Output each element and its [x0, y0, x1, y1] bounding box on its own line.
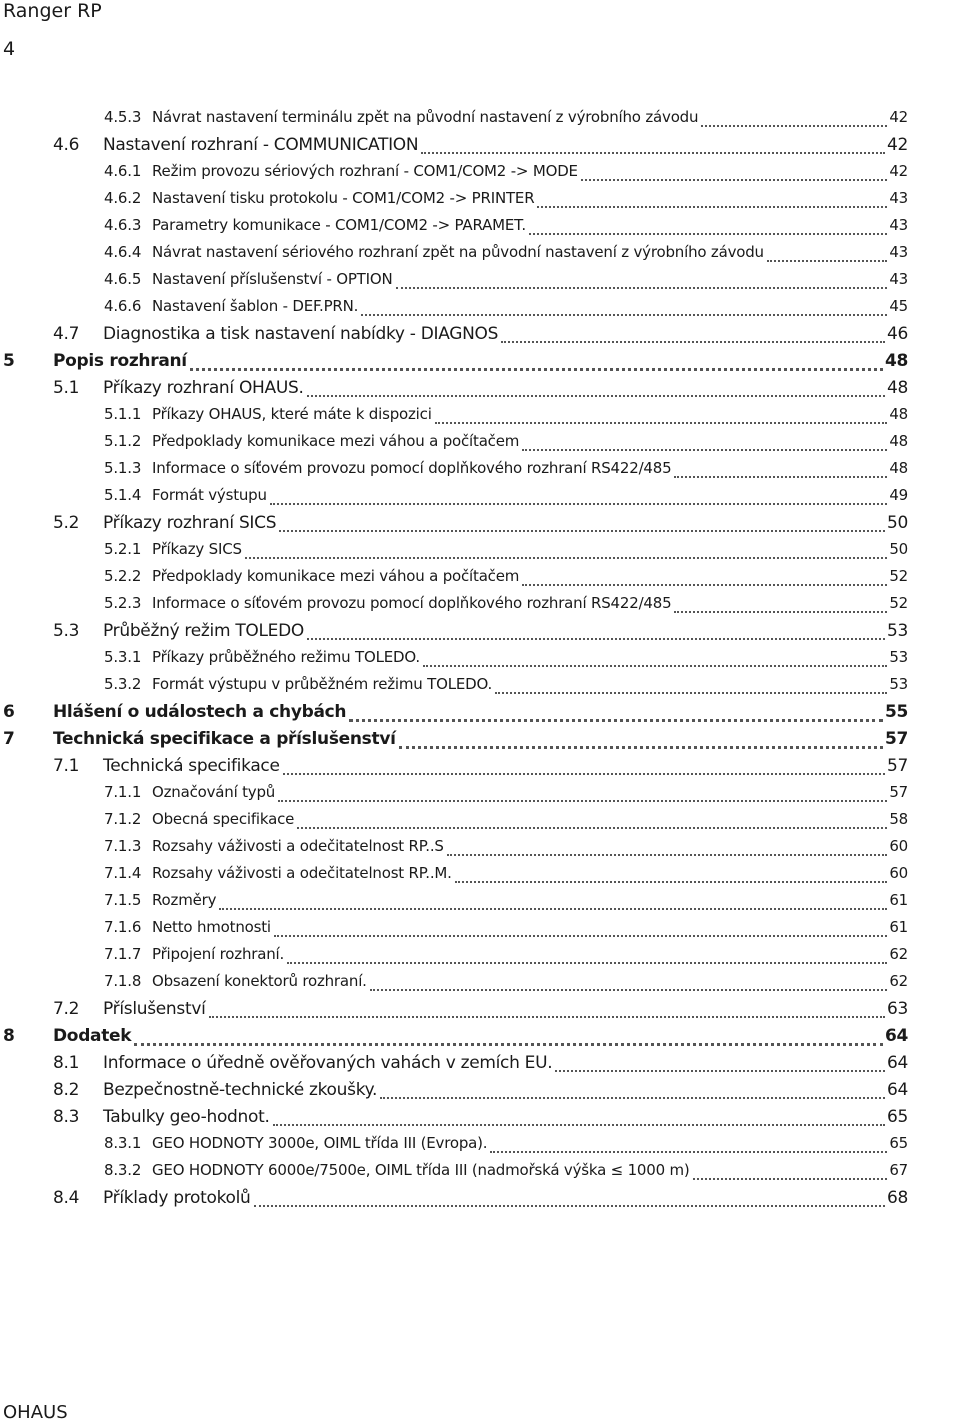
toc-entry-number: 7.1.8 — [104, 972, 142, 990]
toc-entry-title: Rozměry — [152, 891, 217, 909]
toc-dot-leader — [361, 313, 887, 316]
toc-entry[interactable] — [0, 567, 960, 594]
toc-entry-page: 62 — [889, 945, 908, 963]
toc-entry-page: 61 — [889, 891, 908, 909]
toc-dot-leader — [307, 394, 885, 397]
toc-entry[interactable] — [0, 486, 960, 513]
toc-entry-title: Hlášení o událostech a chybách — [53, 702, 347, 722]
toc-entry-number: 7.1.3 — [104, 837, 142, 855]
toc-entry-page: 61 — [889, 918, 908, 936]
toc-dot-leader — [447, 853, 888, 856]
toc-dot-leader — [529, 232, 887, 235]
toc-entry-number: 5.1.1 — [104, 405, 142, 423]
toc-entry[interactable] — [0, 810, 960, 837]
toc-entry[interactable] — [0, 162, 960, 189]
toc-dot-leader — [581, 178, 887, 181]
toc-entry-title: Parametry komunikace - COM1/COM2 -> PARAMET. — [152, 216, 526, 234]
running-title: Ranger RP — [3, 0, 102, 22]
toc-entry-page: 45 — [889, 297, 908, 315]
toc-entry-title: Režim provozu sériových rozhraní - COM1/COM2 -> MODE — [152, 162, 578, 180]
toc-dot-leader — [190, 367, 883, 371]
toc-entry-page: 48 — [886, 378, 908, 398]
toc-entry-page: 49 — [889, 486, 908, 504]
toc-entry[interactable] — [0, 729, 960, 756]
toc-dot-leader — [396, 286, 888, 289]
toc-dot-leader — [245, 556, 888, 559]
toc-entry-title: Popis rozhraní — [53, 351, 187, 371]
toc-entry-title: Informace o síťovém provozu pomocí doplňkového rozhraní RS422/485 — [152, 594, 672, 612]
toc-entry-page: 53 — [886, 621, 908, 641]
footer-brand: OHAUS — [3, 1402, 68, 1423]
toc-entry-number: 5 — [3, 351, 15, 371]
toc-entry[interactable] — [0, 297, 960, 324]
toc-entry[interactable] — [0, 837, 960, 864]
toc-entry-title: Příkazy OHAUS, které máte k dispozici — [152, 405, 432, 423]
toc-entry-title: Diagnostika a tisk nastavení nabídky - DIAGNOS — [103, 324, 499, 344]
toc-entry-title: Netto hmotnosti — [152, 918, 271, 936]
toc-entry-number: 5.2.2 — [104, 567, 142, 585]
toc-dot-leader — [435, 421, 888, 424]
toc-entry-page: 43 — [889, 189, 908, 207]
toc-dot-leader — [522, 583, 887, 586]
toc-entry-page: 48 — [889, 405, 908, 423]
toc-entry-title: Tabulky geo-hodnot. — [103, 1107, 270, 1127]
toc-entry-title: Příkazy průběžného režimu TOLEDO. — [152, 648, 420, 666]
toc-entry[interactable] — [0, 189, 960, 216]
toc-entry-page: 57 — [884, 729, 908, 749]
toc-entry-number: 5.2.3 — [104, 594, 142, 612]
toc-dot-leader — [767, 259, 887, 262]
toc-entry[interactable] — [0, 783, 960, 810]
toc-entry-number: 4.6.5 — [104, 270, 142, 288]
toc-dot-leader — [701, 124, 887, 127]
toc-entry-number: 4.5.3 — [104, 108, 142, 126]
toc-entry-number: 8.3.1 — [104, 1134, 142, 1152]
toc-entry-number: 5.3.1 — [104, 648, 142, 666]
toc-entry-title: Příslušenství — [103, 999, 206, 1019]
toc-dot-leader — [134, 1042, 883, 1046]
toc-entry-page: 62 — [889, 972, 908, 990]
toc-entry-number: 7.2 — [53, 999, 80, 1019]
toc-entry-title: Bezpečnostně-technické zkoušky. — [103, 1080, 378, 1100]
toc-entry-title: Obsazení konektorů rozhraní. — [152, 972, 367, 990]
toc-entry-number: 5.1 — [53, 378, 80, 398]
toc-entry-title: Informace o síťovém provozu pomocí doplňkového rozhraní RS422/485 — [152, 459, 672, 477]
toc-entry-page: 57 — [886, 756, 908, 776]
toc-entry[interactable] — [0, 1053, 960, 1080]
toc-entry-number: 7.1.5 — [104, 891, 142, 909]
toc-entry-number: 4.6.4 — [104, 243, 142, 261]
toc-dot-leader — [490, 1150, 887, 1153]
toc-entry[interactable] — [0, 351, 960, 378]
toc-entry-page: 67 — [889, 1161, 908, 1179]
toc-entry-page: 60 — [889, 864, 908, 882]
toc-entry-number: 5.3 — [53, 621, 80, 641]
toc-entry-page: 65 — [889, 1134, 908, 1152]
toc-entry-title: Označování typů — [152, 783, 276, 801]
toc-entry-title: Návrat nastavení sériového rozhraní zpět na původní nastavení z výrobního závodu — [152, 243, 764, 261]
toc-entry-page: 52 — [889, 594, 908, 612]
toc-entry-page: 64 — [886, 1053, 908, 1073]
toc-entry-number: 7.1.6 — [104, 918, 142, 936]
toc-dot-leader — [399, 745, 883, 749]
toc-entry[interactable] — [0, 972, 960, 999]
toc-entry-number: 8.1 — [53, 1053, 80, 1073]
toc-entry-title: Předpoklady komunikace mezi váhou a počítačem — [152, 432, 520, 450]
toc-entry-title: Formát výstupu — [152, 486, 267, 504]
toc-entry-title: GEO HODNOTY 6000e/7500e, OIML třída III (nadmořská výška ≤ 1000 m) — [152, 1161, 690, 1179]
toc-dot-leader — [287, 961, 887, 964]
toc-entry-title: Technická specifikace a příslušenství — [53, 729, 396, 749]
toc-dot-leader — [421, 151, 885, 154]
toc-dot-leader — [674, 475, 887, 478]
toc-entry[interactable] — [0, 243, 960, 270]
toc-dot-leader — [522, 448, 887, 451]
toc-entry-page: 48 — [889, 432, 908, 450]
toc-entry-page: 57 — [889, 783, 908, 801]
toc-entry-page: 42 — [886, 135, 908, 155]
toc-entry-page: 48 — [889, 459, 908, 477]
toc-dot-leader — [674, 610, 887, 613]
toc-entry[interactable] — [0, 621, 960, 648]
toc-entry-number: 4.6.6 — [104, 297, 142, 315]
toc-entry-page: 58 — [889, 810, 908, 828]
toc-dot-leader — [349, 718, 883, 722]
toc-dot-leader — [297, 826, 887, 829]
toc-entry[interactable] — [0, 918, 960, 945]
toc-entry-page: 68 — [886, 1188, 908, 1208]
toc-entry-title: Rozsahy váživosti a odečitatelnost RP..M. — [152, 864, 452, 882]
toc-entry-page: 63 — [886, 999, 908, 1019]
toc-entry[interactable] — [0, 594, 960, 621]
toc-dot-leader — [370, 988, 888, 991]
toc-entry[interactable] — [0, 1188, 960, 1215]
toc-entry-page: 42 — [889, 162, 908, 180]
toc-entry[interactable] — [0, 999, 960, 1026]
toc-entry[interactable] — [0, 1026, 960, 1053]
toc-entry-number: 7.1 — [53, 756, 80, 776]
toc-entry-number: 4.6.3 — [104, 216, 142, 234]
toc-entry-title: Formát výstupu v průběžném režimu TOLEDO. — [152, 675, 493, 693]
toc-entry-number: 4.6.1 — [104, 162, 142, 180]
toc-entry-number: 5.1.4 — [104, 486, 142, 504]
toc-entry-page: 60 — [889, 837, 908, 855]
page-number: 4 — [3, 38, 16, 60]
toc-entry-number: 4.6.2 — [104, 189, 142, 207]
toc-entry-number: 7.1.4 — [104, 864, 142, 882]
toc-dot-leader — [273, 1123, 885, 1126]
toc-entry[interactable] — [0, 648, 960, 675]
toc-entry-page: 53 — [889, 648, 908, 666]
toc-dot-leader — [495, 691, 887, 694]
toc-entry-page: 64 — [884, 1026, 908, 1046]
toc-entry-title: Technická specifikace — [103, 756, 280, 776]
toc-dot-leader — [423, 664, 887, 667]
toc-entry-page: 50 — [889, 540, 908, 558]
toc-entry-title: Návrat nastavení terminálu zpět na původní nastavení z výrobního závodu — [152, 108, 699, 126]
toc-entry-number: 7.1.2 — [104, 810, 142, 828]
toc-dot-leader — [279, 529, 885, 532]
toc-entry-page: 65 — [886, 1107, 908, 1127]
toc-entry[interactable] — [0, 864, 960, 891]
toc-entry-title: Nastavení šablon - DEF.PRN. — [152, 297, 359, 315]
toc-entry[interactable] — [0, 135, 960, 162]
toc-entry-page: 43 — [889, 270, 908, 288]
toc-entry-title: Nastavení tisku protokolu - COM1/COM2 -> PRINTER — [152, 189, 535, 207]
toc-dot-leader — [380, 1096, 885, 1099]
toc-dot-leader — [274, 934, 887, 937]
toc-dot-leader — [270, 502, 888, 505]
toc-entry[interactable] — [0, 432, 960, 459]
toc-entry-title: Připojení rozhraní. — [152, 945, 285, 963]
toc-dot-leader — [278, 799, 887, 802]
toc-entry[interactable] — [0, 405, 960, 432]
toc-entry[interactable] — [0, 1107, 960, 1134]
toc-entry-page: 43 — [889, 243, 908, 261]
toc-entry-title: Příklady protokolů — [103, 1188, 251, 1208]
toc-entry-title: Dodatek — [53, 1026, 132, 1046]
toc-entry-page: 46 — [886, 324, 908, 344]
toc-entry-page: 43 — [889, 216, 908, 234]
toc-entry-title: Předpoklady komunikace mezi váhou a počítačem — [152, 567, 520, 585]
toc-entry[interactable] — [0, 459, 960, 486]
toc-entry-title: GEO HODNOTY 3000e, OIML třída III (Evropa). — [152, 1134, 488, 1152]
toc-entry-title: Obecná specifikace — [152, 810, 295, 828]
toc-entry-number: 5.2.1 — [104, 540, 142, 558]
toc-entry-number: 8.4 — [53, 1188, 80, 1208]
toc-entry-number: 5.2 — [53, 513, 80, 533]
toc-entry-number: 5.3.2 — [104, 675, 142, 693]
toc-entry-page: 55 — [884, 702, 908, 722]
toc-entry-number: 8.3 — [53, 1107, 80, 1127]
toc-entry-page: 52 — [889, 567, 908, 585]
toc-entry-page: 50 — [886, 513, 908, 533]
toc-entry-page: 48 — [884, 351, 908, 371]
toc-entry-title: Průběžný režim TOLEDO — [103, 621, 304, 641]
toc-entry-title: Příkazy rozhraní OHAUS. — [103, 378, 304, 398]
toc-entry-number: 4.6 — [53, 135, 80, 155]
toc-entry-page: 64 — [886, 1080, 908, 1100]
toc-entry[interactable] — [0, 702, 960, 729]
toc-entry[interactable] — [0, 1080, 960, 1107]
toc-entry[interactable] — [0, 945, 960, 972]
toc-entry-page: 53 — [889, 675, 908, 693]
toc-entry-number: 7 — [3, 729, 15, 749]
toc-entry-title: Nastavení rozhraní - COMMUNICATION — [103, 135, 419, 155]
toc-entry-title: Informace o úředně ověřovaných vahách v zemích EU. — [103, 1053, 553, 1073]
toc-dot-leader — [254, 1204, 885, 1207]
toc-entry-number: 4.7 — [53, 324, 80, 344]
toc-entry-number: 8 — [3, 1026, 15, 1046]
toc-entry[interactable] — [0, 1134, 960, 1161]
toc-entry[interactable] — [0, 756, 960, 783]
toc-dot-leader — [219, 907, 887, 910]
toc-entry-number: 5.1.3 — [104, 459, 142, 477]
toc-entry-number: 7.1.1 — [104, 783, 142, 801]
toc-dot-leader — [283, 772, 885, 775]
toc-entry-number: 8.2 — [53, 1080, 80, 1100]
table-of-contents — [0, 108, 960, 1215]
toc-entry[interactable] — [0, 1161, 960, 1188]
toc-entry-title: Nastavení příslušenství - OPTION — [152, 270, 393, 288]
toc-entry[interactable] — [0, 891, 960, 918]
toc-entry[interactable] — [0, 216, 960, 243]
toc-dot-leader — [555, 1069, 885, 1072]
toc-dot-leader — [501, 340, 885, 343]
toc-entry[interactable] — [0, 513, 960, 540]
toc-entry-number: 7.1.7 — [104, 945, 142, 963]
toc-dot-leader — [209, 1015, 885, 1018]
toc-entry[interactable] — [0, 675, 960, 702]
toc-entry[interactable] — [0, 108, 960, 135]
toc-dot-leader — [693, 1177, 888, 1180]
toc-entry-number: 5.1.2 — [104, 432, 142, 450]
toc-dot-leader — [455, 880, 888, 883]
toc-dot-leader — [307, 637, 885, 640]
toc-entry-number: 6 — [3, 702, 15, 722]
toc-entry[interactable] — [0, 378, 960, 405]
toc-entry[interactable] — [0, 540, 960, 567]
toc-entry[interactable] — [0, 270, 960, 297]
toc-entry-title: Příkazy rozhraní SICS — [103, 513, 277, 533]
toc-entry-title: Rozsahy váživosti a odečitatelnost RP..S — [152, 837, 444, 855]
toc-entry-number: 8.3.2 — [104, 1161, 142, 1179]
toc-dot-leader — [537, 205, 887, 208]
toc-entry-page: 42 — [889, 108, 908, 126]
toc-entry[interactable] — [0, 324, 960, 351]
toc-entry-title: Příkazy SICS — [152, 540, 242, 558]
